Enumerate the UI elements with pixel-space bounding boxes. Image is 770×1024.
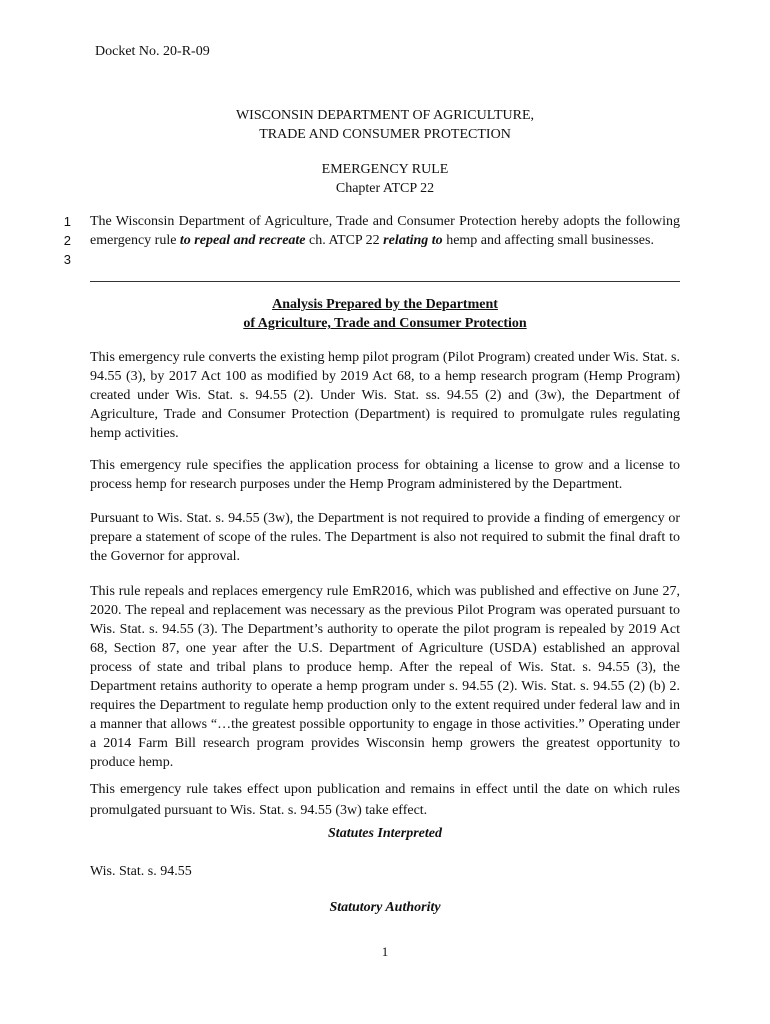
line-numbers xyxy=(55,212,71,269)
intro-emphasis-b: relating to xyxy=(383,233,443,248)
analysis-heading xyxy=(90,295,680,333)
agency-heading xyxy=(90,106,680,144)
analysis-line-1: Analysis Prepared by the Department xyxy=(272,297,498,312)
intro-text-c: hemp and affecting small businesses. xyxy=(442,233,654,248)
statutes-interpreted-text: Wis. Stat. s. 94.55 xyxy=(90,864,192,879)
rule-chapter: Chapter ATCP 22 xyxy=(335,181,435,196)
statutes-interpreted-heading: Statutes Interpreted xyxy=(328,826,442,841)
horizontal-divider xyxy=(90,281,680,282)
analysis-line-2: of Agriculture, Trade and Consumer Protection xyxy=(243,316,527,331)
intro-emphasis-a: to repeal and recreate xyxy=(179,233,306,248)
line-number: 2 xyxy=(63,233,71,248)
page-number: 1 xyxy=(381,944,389,959)
docket-number: Docket No. 20-R-09 xyxy=(95,44,210,59)
intro-clause xyxy=(90,212,680,250)
analysis-paragraph-5: This emergency rule takes effect upon publication and remains in effect until the date on which rules promulgated pursuant to Wis. Stat. s. 94.55 (3w) take effect. xyxy=(90,782,680,818)
line-number: 1 xyxy=(63,214,71,229)
rule-type: EMERGENCY RULE xyxy=(321,162,449,177)
analysis-paragraph-1: This emergency rule converts the existing hemp pilot program (Pilot Program) created under Wis. Stat. s. 94.55 (3), by 2017 Act 100 as modified by 2019 Act 68, to a hemp research program (Hemp Program) created under Wis. Stat. s. 94.55 (2). Under Wis. Stat. ss. 94.55 (2) and (3w), the Department of Agriculture, Trade and Consumer Protection (Department) is required to promulgate rules regulating hemp activities. xyxy=(90,350,680,441)
analysis-paragraph-2: This emergency rule specifies the application process for obtaining a license to grow and a license to process hemp for research purposes under the Hemp Program administered by the Department. xyxy=(90,458,680,492)
analysis-paragraph-3: Pursuant to Wis. Stat. s. 94.55 (3w), the Department is not required to provide a finding of emergency or prepare a statement of scope of the rules. The Department is also not required to submit the final draft to the Governor for approval. xyxy=(90,511,680,564)
intro-text-a: The Wisconsin Department of Agriculture, Trade and Consumer Protection hereby adopts the following emergency rule xyxy=(90,214,680,248)
line-number: 3 xyxy=(63,252,71,267)
analysis-paragraph-4: This rule repeals and replaces emergency rule EmR2016, which was published and effective on June 27, 2020. The repeal and replacement was necessary as the previous Pilot Program was operated pursuant to Wis. Stat. s. 94.55 (3). The Department’s authority to operate the pilot program is repealed by 2019 Act 68, Section 87, one year after the U.S. Department of Agriculture (USDA) established an approval process of state and tribal plans to produce hemp. After the repeal of Wis. Stat. s. 94.55 (3), the Department retains authority to operate a hemp program under s. 94.55 (2). Wis. Stat. s. 94.55 (2) (b) 2. requires the Department to regulate hemp production only to the extent required under federal law and in a manner that allows “…the greatest possible opportunity to engage in those activities.” Operating under a 2014 Farm Bill research program provides Wisconsin hemp growers the greatest opportunity to produce hemp. xyxy=(90,584,680,770)
agency-line-2: TRADE AND CONSUMER PROTECTION xyxy=(259,127,511,142)
intro-text-b: ch. ATCP 22 xyxy=(305,233,384,248)
agency-line-1: WISCONSIN DEPARTMENT OF AGRICULTURE, xyxy=(235,108,535,123)
rule-heading xyxy=(90,160,680,198)
statutory-authority-heading: Statutory Authority xyxy=(329,900,441,915)
